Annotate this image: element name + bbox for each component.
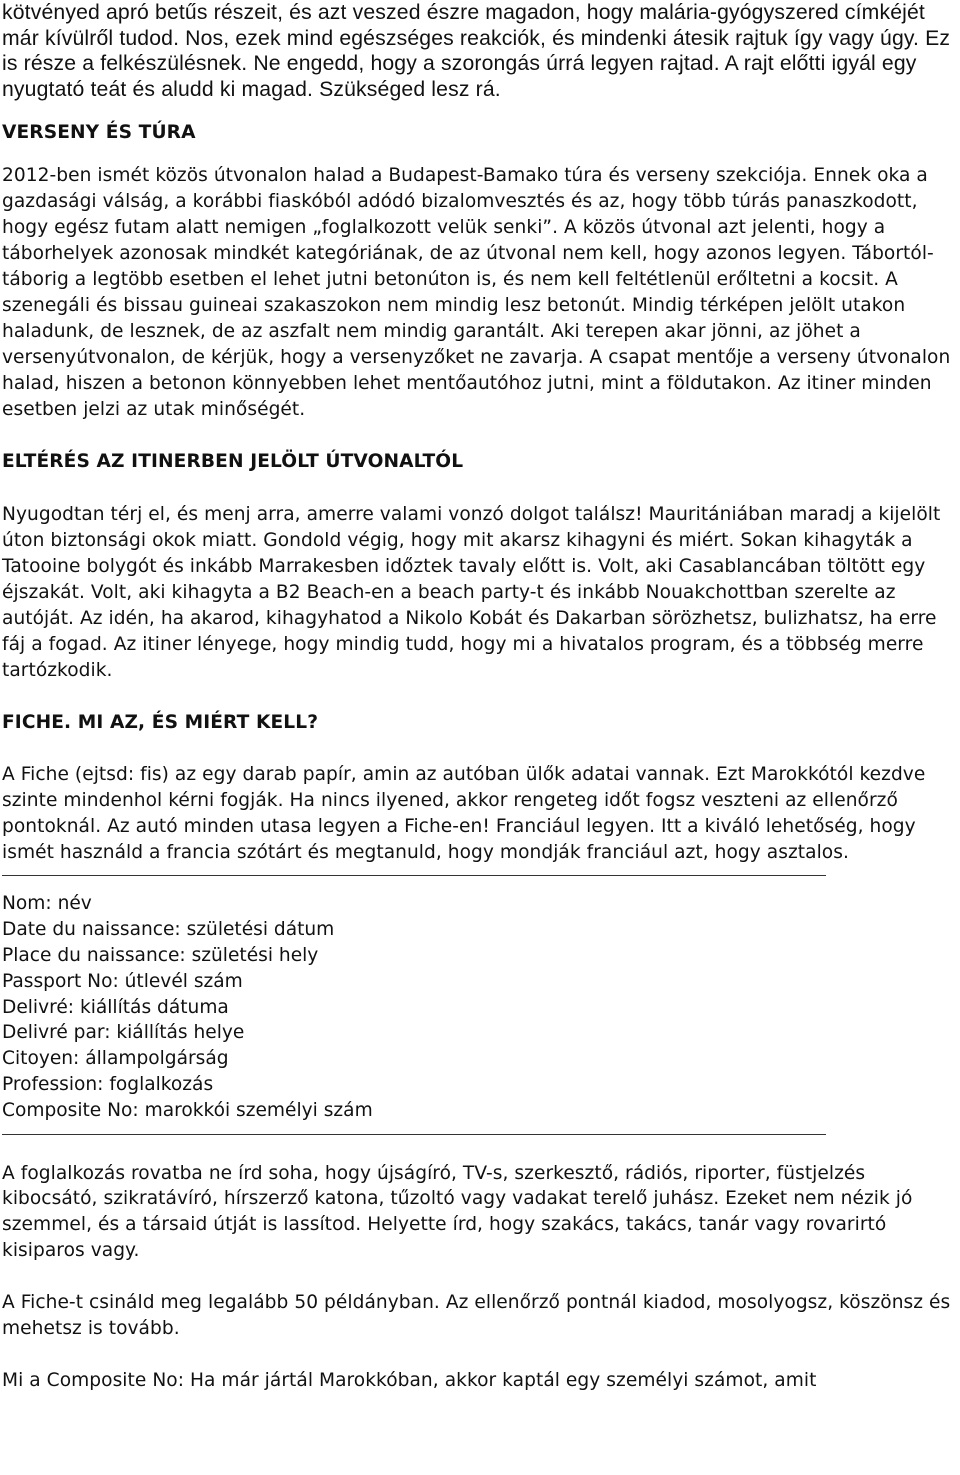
section-heading-elteres: ELTÉRÉS AZ ITINERBEN JELÖLT ÚTVONALTÓL xyxy=(2,451,464,473)
fiche-field: Date du naissance: születési dátum xyxy=(2,919,335,941)
separator-line-top xyxy=(2,875,826,876)
fiche-field: Composite No: marokkói személyi szám xyxy=(2,1099,373,1121)
fiche-field: Place du naissance: születési hely xyxy=(2,945,319,966)
fiche-field: Passport No: útlevél szám xyxy=(2,970,243,992)
fiche-field: Nom: név xyxy=(2,893,92,915)
fiche-field-list xyxy=(2,891,958,1123)
profession-advice-paragraph: A foglalkozás rovatba ne írd soha, hogy újságíró, TV-s, szerkesztő, rádiós, riporter, füstjelzés kibocsátó, szikratávíró, hírszerző katona, tűzoltó vagy vadakat terelő juhász. Ezeket nem nézik jó szemmel, és a társaid útját is lassítod. Helyette írd, hogy szakács, takács, tanár vagy rovarirtó kisiparos vagy. xyxy=(2,1162,913,1262)
section-paragraph-fiche: A Fiche (ejtsd: fis) az egy darab papír, amin az autóban ülők adatai vannak. Ezt Marokkótól kezdve szinte mindenhol kérni fogják. Ha nincs ilyened, akkor rengeteg időt fogsz veszteni az ellenőrző pontoknál. Az autó minden utasa legyen a Fiche-en! Franciául legyen. Itt a kiváló lehetőség, hogy ismét használd a francia szótárt és megtanuld, hogy mondják franciául azt, hogy asztalos. xyxy=(2,763,926,863)
section-paragraph-verseny: 2012-ben ismét közös útvonalon halad a Budapest-Bamako túra és verseny szekciója. Ennek oka a gazdasági válság, a korábbi fiaskóból adódó bizalomvesztés és az, hogy több túrás panaszkodott, hogy egész futam alatt nemigen „foglalkozott velük senki”. A közös útvonal azt jelenti, hogy a táborhelyek azonosak mindkét kategóriának, de az útvonal nem kell, hogy azonos legyen. Tábortól-táborig a legtöbb esetben el lehet jutni betonúton is, és nem kell feltétlenül erőltetni a kocsit. A szenegáli és bissau guineai szakaszokon nem mindig lesz betonút. Mindig térképen jelölt utakon haladunk, de lesznek, de az aszfalt nem mindig garantált. Aki terepen akar jönni, az jöhet a versenyútvonalon, de kérjük, hogy a versenyzőket ne zavarja. A csapat mentője a verseny útvonalon halad, hiszen a betonon könnyebben lehet mentőautóhoz jutni, mint a földutakon. Az itiner minden esetben jelzi az utak minőségét. xyxy=(2,165,951,420)
fiche-field: Profession: foglalkozás xyxy=(2,1073,214,1095)
intro-paragraph: kötvényed apró betűs részeit, és azt veszed észre magadon, hogy malária-gyógyszered címkéjét már kívülről tudod. Nos, ezek mind egészséges reakciók, és mindenki átesik rajtuk így vagy úgy. Ez is része a felkészülésnek. Ne engedd, hogy a szorongás úrrá legyen rajtad. A rajt előtti igyál egy nyugtató teát és aludd ki magad. Szükséged lesz rá. xyxy=(2,1,951,101)
fiche-copies-paragraph: A Fiche-t csináld meg legalább 50 példányban. Az ellenőrző pontnál kiadod, mosolyogsz, köszönsz és mehetsz is tovább. xyxy=(2,1292,951,1340)
fiche-field: Delivré: kiállítás dátuma xyxy=(2,996,229,1018)
separator-line-bottom xyxy=(2,1134,826,1135)
composite-no-paragraph: Mi a Composite No: Ha már jártál Marokkóban, akkor kaptál egy személyi számot, amit xyxy=(2,1370,817,1392)
fiche-field: Citoyen: állampolgárság xyxy=(2,1048,229,1070)
section-heading-verseny: VERSENY ÉS TÚRA xyxy=(2,122,196,144)
section-heading-fiche: FICHE. MI AZ, ÉS MIÉRT KELL? xyxy=(2,711,319,733)
fiche-field: Delivré par: kiállítás helye xyxy=(2,1022,245,1044)
section-paragraph-elteres: Nyugodtan térj el, és menj arra, amerre valami vonzó dolgot találsz! Mauritániában maradj a kijelölt úton biztonsági okok miatt. Gondold végig, hogy mit akarsz kihagyni és miért. Sokan kihagyták a Tatooine bolygót és inkább Marrakesben időztek tavaly előtt is. Volt, aki Casablancában töltött egy éjszakát. Volt, aki kihagyta a B2 Beach-en a beach party-t és inkább Nouakchottban szerelte az autóját. Az idén, ha akarod, kihagyhatod a Nikolo Kobát és Dakarban sörözhetsz, bulizhatsz, ha erre fáj a fogad. Az itiner lényege, hogy mindig tudd, hogy mi a hivatalos program, és a többség merre tartózkodik. xyxy=(2,504,941,681)
